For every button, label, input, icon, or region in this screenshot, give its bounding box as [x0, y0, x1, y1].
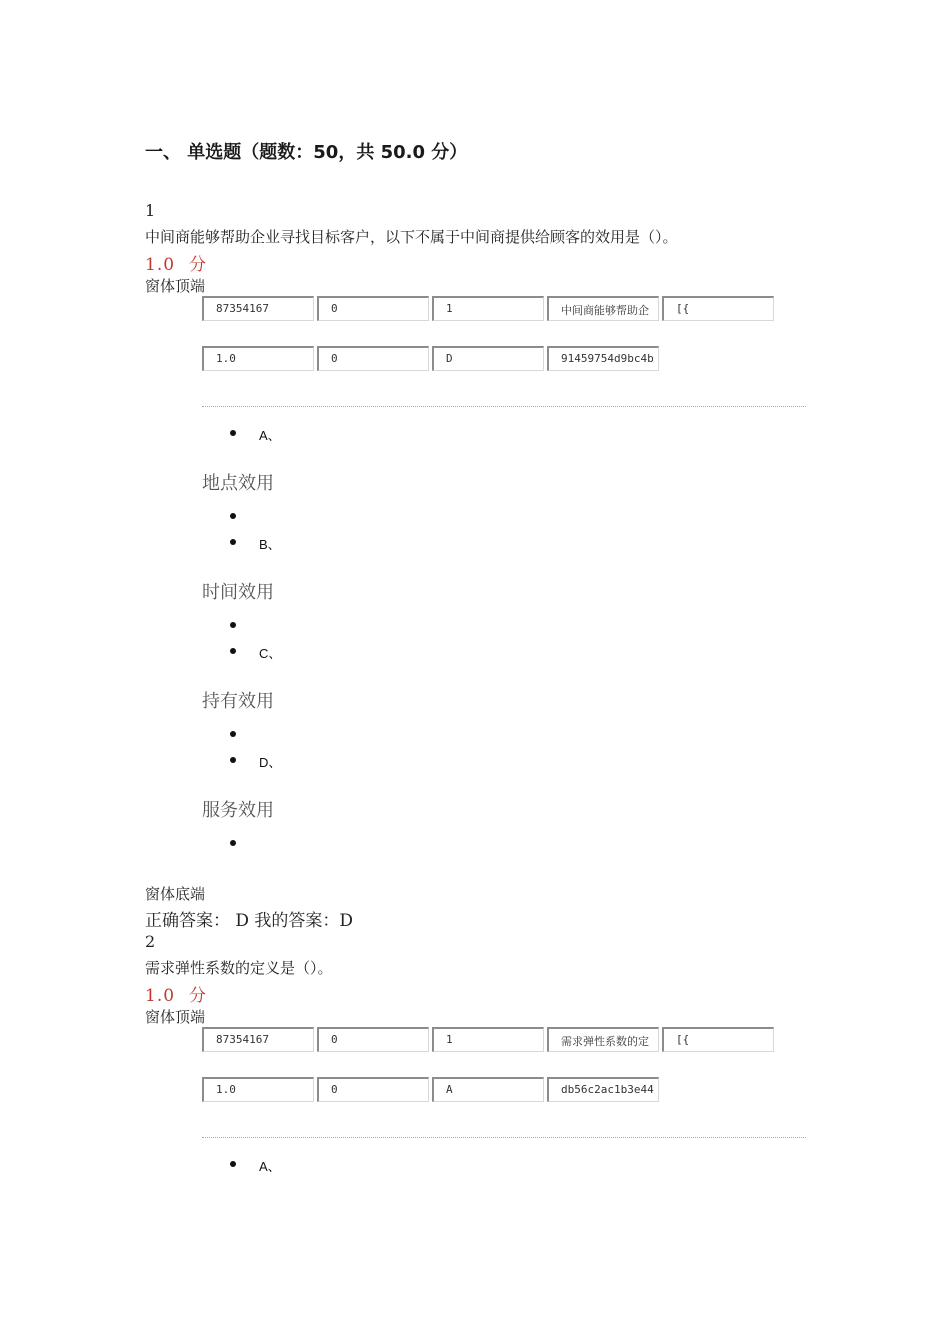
hidden-field-hash[interactable]: db56c2ac1b3e44 [547, 1077, 659, 1102]
bullet-icon [230, 757, 236, 763]
question-text: 需求弹性系数的定义是（）。 [145, 959, 333, 977]
bullet-icon [230, 648, 236, 654]
option-b-text[interactable]: 时间效用 [202, 582, 274, 603]
answer-line: 正确答案： D 我的答案：D [145, 911, 354, 931]
hidden-field-flag[interactable]: 0 [317, 296, 429, 321]
option-d-letter[interactable]: D、 [259, 755, 282, 770]
hidden-field-question[interactable]: 中间商能够帮助企 [547, 296, 659, 321]
question-number: 1 [145, 201, 156, 220]
hidden-field-flag-2[interactable]: 0 [317, 346, 429, 371]
question-score [145, 250, 207, 275]
option-a-text[interactable]: 地点效用 [202, 473, 274, 494]
hidden-field-score[interactable]: 1.0 [202, 346, 314, 371]
form-bottom-label: 窗体底端 [145, 885, 206, 903]
hidden-field-id[interactable]: 87354167 [202, 1027, 314, 1052]
section-title: 一、 单选题（题数：50，共 50.0 分） [145, 142, 468, 163]
hidden-field-answer[interactable]: D [432, 346, 544, 371]
bullet-icon [230, 622, 236, 628]
hidden-field-flag[interactable]: 0 [317, 1027, 429, 1052]
option-b-letter[interactable]: B、 [259, 537, 281, 552]
hidden-field-hash[interactable]: 91459754d9bc4b [547, 346, 659, 371]
hidden-field-question[interactable]: 需求弹性系数的定 [547, 1027, 659, 1052]
question-text: 中间商能够帮助企业寻找目标客户，以下不属于中间商提供给顾客的效用是（）。 [145, 228, 678, 246]
form-top-label: 窗体顶端 [145, 277, 206, 295]
question-number: 2 [145, 932, 156, 951]
hidden-field-json[interactable]: [{ [662, 1027, 774, 1052]
hidden-field-answer[interactable]: A [432, 1077, 544, 1102]
form-top-label: 窗体顶端 [145, 1008, 206, 1026]
option-c-letter[interactable]: C、 [259, 646, 282, 661]
hidden-field-json[interactable]: [{ [662, 296, 774, 321]
hidden-field-id[interactable]: 87354167 [202, 296, 314, 321]
divider [202, 1137, 806, 1138]
score-unit: 分 [189, 986, 208, 1006]
bullet-icon [230, 430, 236, 436]
divider [202, 406, 806, 407]
bullet-icon [230, 731, 236, 737]
score-value: 1.0 [145, 255, 176, 275]
bullet-icon [230, 840, 236, 846]
option-a-letter[interactable]: A、 [259, 428, 281, 443]
bullet-icon [230, 539, 236, 545]
hidden-field-type[interactable]: 1 [432, 1027, 544, 1052]
bullet-icon [230, 513, 236, 519]
score-value: 1.0 [145, 986, 176, 1006]
bullet-icon [230, 1161, 236, 1167]
option-d-text[interactable]: 服务效用 [202, 800, 274, 821]
hidden-field-score[interactable]: 1.0 [202, 1077, 314, 1102]
score-unit: 分 [189, 255, 208, 275]
hidden-field-flag-2[interactable]: 0 [317, 1077, 429, 1102]
option-a-letter[interactable]: A、 [259, 1159, 281, 1174]
question-score [145, 981, 207, 1006]
option-c-text[interactable]: 持有效用 [202, 691, 274, 712]
hidden-field-type[interactable]: 1 [432, 296, 544, 321]
